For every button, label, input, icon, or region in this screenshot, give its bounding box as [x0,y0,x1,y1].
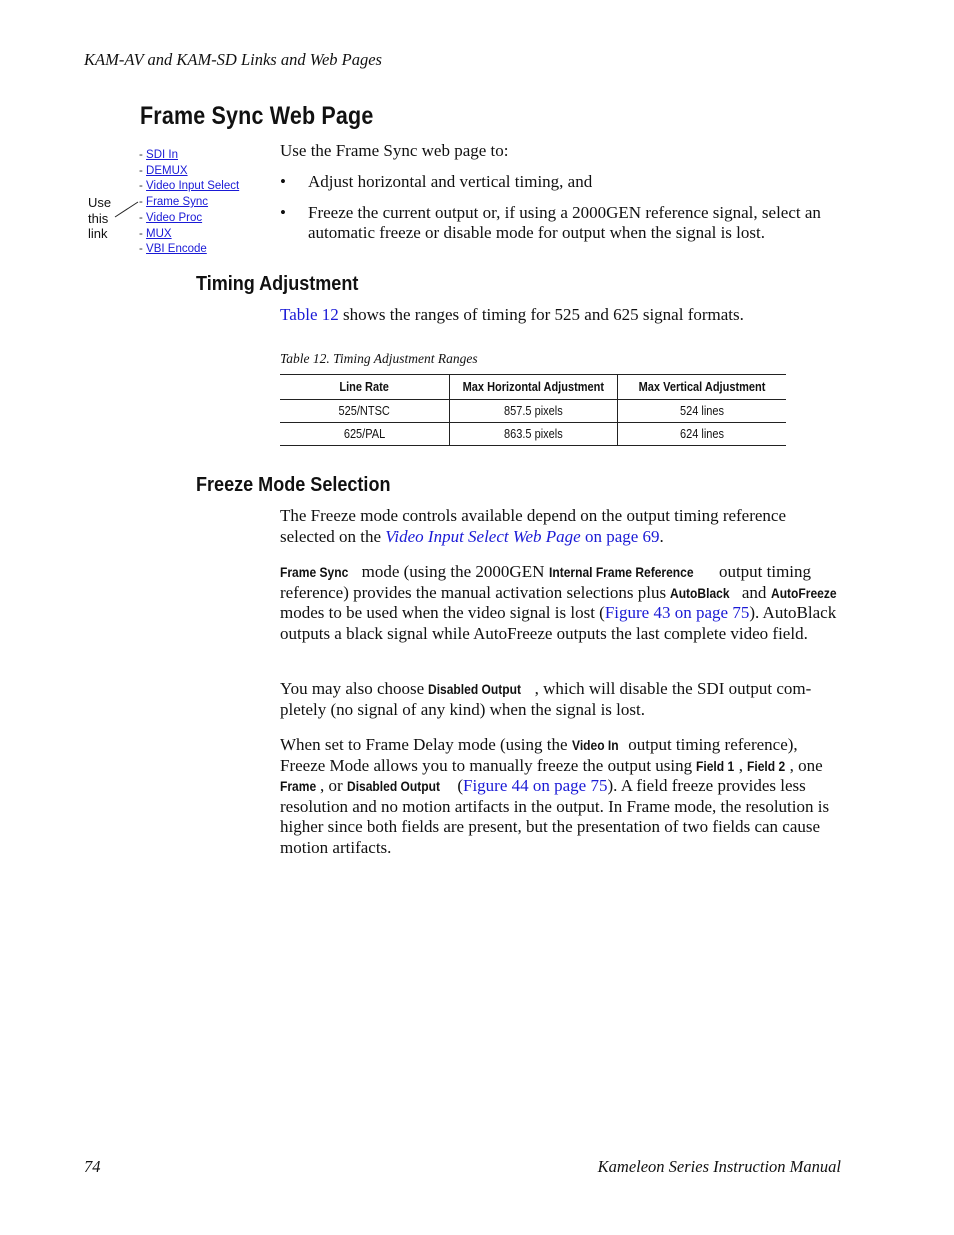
timing-intro: Table 12 shows the ranges of timing for 525 and 625 signal formats. [280,305,744,324]
page-number: 74 [84,1157,101,1176]
table-header-cell: Max Horizontal Adjustment [449,375,617,400]
figure-44-link[interactable]: Figure 44 on page 75 [463,776,608,795]
table-cell: 625/PAL [280,423,449,446]
nav-link-demux[interactable]: DEMUX [146,164,188,177]
nav-link-list [139,148,239,258]
nav-link-vbi-encode[interactable]: VBI Encode [146,243,207,256]
table-header-cell: Max Vertical Adjustment [617,375,786,400]
table-cell: 524 lines [617,400,786,423]
nav-item-video-input-select: - Video Input Select [139,180,240,193]
bullet-mark: • [280,172,286,191]
bullet-mark: • [280,202,286,222]
table-cell: 863.5 pixels [449,423,617,446]
bullet-item: • Freeze the current output or, if using a 2000GEN reference signal, select an automatic freeze or disable mode for output when the signal is lost. [280,202,821,242]
page-69-link[interactable]: on page 69 [580,526,660,546]
timing-table [280,374,786,446]
table-row [280,423,786,446]
freeze-paragraph-1: The Freeze mode controls available depend on the output timing reference selected on the Video Input Select Web Page on page 69. [280,506,787,546]
callout-line-2: this [88,210,109,226]
nav-link-sdi-in[interactable]: SDI In [146,149,179,161]
bullet-item: • Adjust horizontal and vertical timing, and [280,172,593,191]
table-header-row [280,375,786,400]
callout-line-3: link [88,226,108,241]
video-input-select-link[interactable]: Video Input Select Web Page [385,526,581,546]
running-head: KAM-AV and KAM-SD Links and Web Pages [84,50,382,69]
nav-link-video-input-select[interactable]: Video Input Select [146,180,240,193]
figure-43-link[interactable]: Figure 43 on page 75 [604,603,750,622]
nav-item-frame-sync: - Frame Sync [139,196,209,209]
nav-item-demux: - DEMUX [139,164,188,177]
freeze-paragraph-4: When set to Frame Delay mode (using the Video In output timing reference), Freeze Mode allows you to manually freeze the output using Field 1 , Field 2 , one Frame , or Disabled Output (Figure 44 on page 75). A field freeze provides less resolution and no motion artifacts in the output. In Frame mode, the resolution is higher since both fields are present, but the presentation of two fields can cause motion artifacts. [280,735,830,857]
table-cell: 624 lines [617,423,786,446]
callout-label [88,195,111,242]
nav-link-mux[interactable]: MUX [146,227,172,240]
freeze-paragraph-2: Frame Sync mode (using the 2000GEN Internal Frame Reference output timing reference) provides the manual activation selections plus AutoBlack and AutoFreeze modes to be used when the video signal is lost (Figure 43 on page 75). AutoBlack outputs a black signal while AutoFreeze outputs the last complete video field. [280,562,837,643]
freeze-heading: Freeze Mode Selection [196,473,391,496]
nav-item-video-proc: - Video Proc [139,211,203,224]
nav-item-vbi-encode: - VBI Encode [139,243,207,256]
timing-heading: Timing Adjustment [196,272,359,295]
table-row [280,400,786,423]
table-header-cell: Line Rate [280,375,449,400]
freeze-paragraph-3: You may also choose Disabled Output , which will disable the SDI output com-pletely (no signal of any kind) when the signal is lost. [280,679,812,719]
callout-line-1: Use [88,195,112,210]
intro-text: Use the Frame Sync web page to: [280,141,509,160]
page-title: Frame Sync Web Page [140,102,374,130]
table-cell: 525/NTSC [280,400,449,423]
table-cell: 857.5 pixels [449,400,617,423]
intro-bullet-list [280,172,850,254]
manual-title: Kameleon Series Instruction Manual [597,1157,841,1176]
nav-link-frame-sync[interactable]: Frame Sync [146,196,209,209]
nav-item-sdi-in: - SDI In [139,149,179,161]
table-12-link[interactable]: Table 12 [280,305,339,324]
table-caption: Table 12. Timing Adjustment Ranges [280,351,478,366]
nav-link-video-proc[interactable]: Video Proc [146,211,203,224]
nav-item-mux: - MUX [139,227,172,240]
callout-leader-line [112,198,142,220]
